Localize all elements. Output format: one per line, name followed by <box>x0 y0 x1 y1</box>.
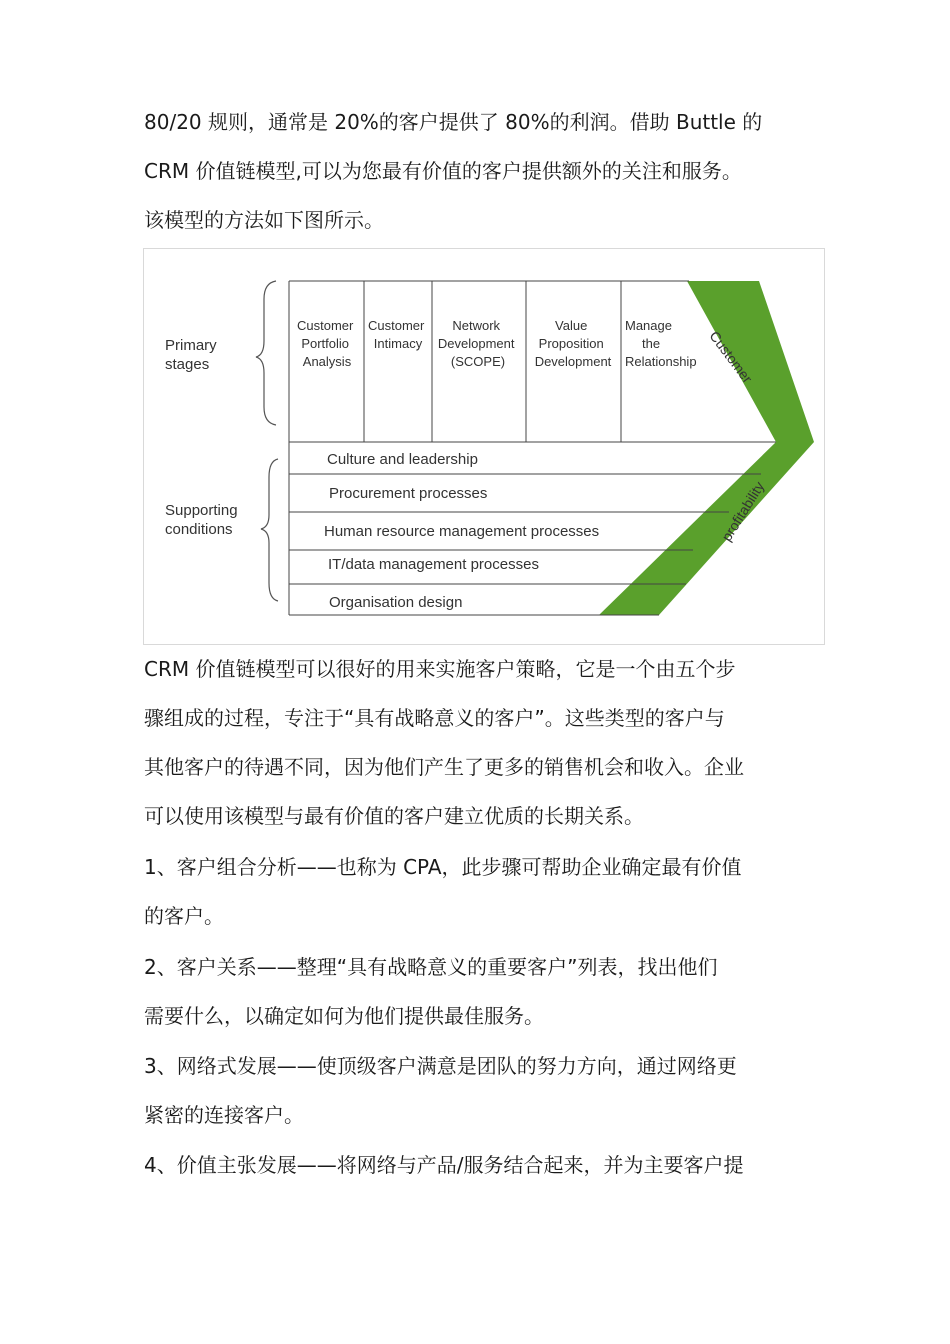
condition-it-data-management: IT/data management processes <box>328 556 539 573</box>
list-item-line: 4、价值主张发展——将网络与产品/服务结合起来，并为主要客户提 <box>144 1153 744 1177</box>
stage-manage-the-relationship: Manage the Relationship <box>625 318 697 369</box>
body-line: CRM 价值链模型可以很好的用来实施客户策略，它是一个由五个步 <box>144 657 736 681</box>
condition-procurement-processes: Procurement processes <box>329 485 488 502</box>
stage-network-development: Network Development (SCOPE) <box>437 318 515 369</box>
list-item-line: 3、网络式发展——使顶级客户满意是团队的努力方向，通过网络更 <box>144 1054 737 1078</box>
list-item-line: 2、客户关系——整理“具有战略意义的重要客户”列表，找出他们 <box>144 955 718 979</box>
supporting-conditions-brace <box>261 459 278 601</box>
list-item-line: 1、客户组合分析——也称为 CPA，此步骤可帮助企业确定最有价值 <box>144 855 742 879</box>
arrow-label-customer: Customer <box>706 327 756 387</box>
body-line: 骤组成的过程，专注于“具有战略意义的客户”。这些类型的客户与 <box>144 706 725 730</box>
body-line: 可以使用该模型与最有价值的客户建立优质的长期关系。 <box>144 804 644 828</box>
supporting-conditions-label: Supporting conditions <box>165 502 238 538</box>
list-item-4 <box>144 1141 824 1190</box>
intro-line: 该模型的方法如下图所示。 <box>144 208 384 232</box>
stage-customer-portfolio-analysis: Customer Portfolio Analysis <box>297 318 354 369</box>
list-item-2 <box>144 943 824 1041</box>
list-item-line: 需要什么，以确定如何为他们提供最佳服务。 <box>144 1004 544 1028</box>
intro-line: CRM 价值链模型,可以为您最有价值的客户提供额外的关注和服务。 <box>144 159 742 183</box>
list-item-3 <box>144 1042 824 1140</box>
list-item-line: 的客户。 <box>144 904 224 928</box>
intro-paragraph <box>144 98 824 245</box>
condition-human-resource-management: Human resource management processes <box>324 523 600 540</box>
arrow-label-profitability: profitability <box>718 478 768 544</box>
condition-culture-and-leadership: Culture and leadership <box>327 451 478 468</box>
body-paragraph <box>144 645 824 841</box>
primary-stages-brace <box>256 281 276 425</box>
list-item-1 <box>144 843 824 941</box>
stage-value-proposition-development: Value Proposition Development <box>534 318 612 369</box>
list-item-line: 紧密的连接客户。 <box>144 1103 304 1127</box>
intro-line: 80/20 规则，通常是 20%的客户提供了 80%的利润。借助 Buttle 的 <box>144 110 763 134</box>
condition-organisation-design: Organisation design <box>329 594 463 611</box>
body-line: 其他客户的待遇不同，因为他们产生了更多的销售机会和收入。企业 <box>144 755 744 779</box>
primary-stages-label: Primary stages <box>165 337 217 373</box>
crm-value-chain-figure <box>143 248 825 645</box>
crm-value-chain-diagram <box>144 249 826 646</box>
stage-customer-intimacy: Customer Intimacy <box>368 318 425 351</box>
